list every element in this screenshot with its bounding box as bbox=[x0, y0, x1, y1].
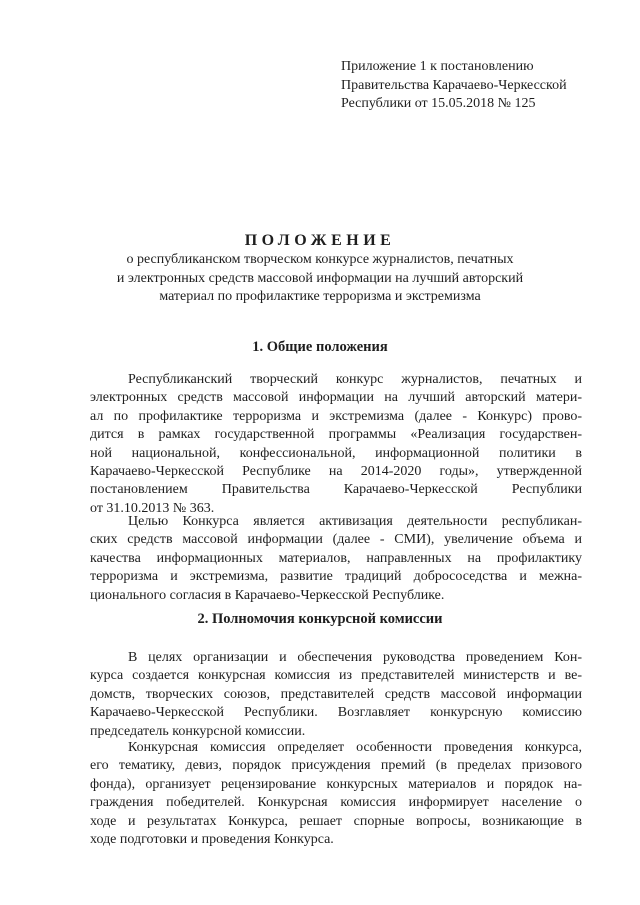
paragraph-line: ходе и результатах Конкурса, решает спорные вопросы, возникающие в bbox=[90, 813, 582, 829]
paragraph-line: терроризма и экстремизма, развитие традиций добрососедства и межна- bbox=[90, 569, 582, 585]
paragraph bbox=[90, 649, 582, 741]
paragraph-line: ной национальной, конфессиональной, информационной политики в bbox=[90, 445, 582, 461]
annex-note bbox=[341, 58, 621, 114]
document-title: ПОЛОЖЕНИЕ bbox=[244, 232, 396, 249]
paragraph-line: ских средств массовой информации (далее - СМИ), увеличение объема и bbox=[90, 532, 582, 548]
subtitle-line: и электронных средств массовой информации на лучший авторский bbox=[116, 270, 524, 286]
paragraph-line: постановлением Правительства Карачаево-Черкесской Республики bbox=[90, 482, 582, 498]
annex-line: Республики от 15.05.2018 № 125 bbox=[341, 96, 536, 111]
subtitle-line: о республиканском творческом конкурсе журналистов, печатных bbox=[126, 252, 514, 267]
paragraph-line: ходе подготовки и проведения Конкурса. bbox=[90, 831, 334, 847]
paragraph-line: Целью Конкурса является активизация деятельности республикан- bbox=[128, 514, 582, 529]
paragraph-line: В целях организации и обеспечения руководства проведением Кон- bbox=[128, 650, 582, 665]
paragraph bbox=[90, 371, 582, 518]
section-heading-general: 1. Общие положения bbox=[252, 339, 388, 355]
paragraph-line: качества информационных материалов, направленных на профилактику bbox=[90, 550, 582, 566]
paragraph-line: Карачаево-Черкесской Республике на 2014-2020 годы», утвержденной bbox=[90, 463, 582, 479]
paragraph-line: от 31.10.2013 № 363. bbox=[90, 500, 215, 516]
document-subtitle bbox=[60, 251, 580, 307]
paragraph bbox=[90, 739, 582, 849]
section-heading-commission: 2. Полномочия конкурсной комиссии bbox=[197, 611, 443, 627]
paragraph-line: ционального согласия в Карачаево-Черкесской Республике. bbox=[90, 587, 445, 603]
paragraph bbox=[90, 513, 582, 605]
subtitle-line: материал по профилактике терроризма и экстремизма bbox=[159, 289, 481, 304]
paragraph-line: домств, творческих союзов, представителей средств массовой информации bbox=[90, 686, 582, 702]
paragraph-line: Республиканский творческий конкурс журналистов, печатных и bbox=[128, 372, 582, 387]
paragraph-line: электронных средств массовой информации на лучший авторский матери- bbox=[90, 390, 582, 406]
annex-line: Приложение 1 к постановлению bbox=[341, 59, 534, 74]
paragraph-line: председатель конкурсной комиссии. bbox=[90, 723, 306, 739]
paragraph-line: курса создается конкурсная комиссия из представителей министерств и ве- bbox=[90, 668, 582, 684]
paragraph-line: дится в рамках государственной программы «Реализация государствен- bbox=[90, 427, 582, 443]
paragraph-line: Конкурсная комиссия определяет особенности проведения конкурса, bbox=[128, 740, 582, 755]
paragraph-line: фонда), организует рецензирование конкурсных материалов и порядок на- bbox=[90, 776, 582, 792]
paragraph-line: ал по профилактике терроризма и экстремизма (далее - Конкурс) прово- bbox=[90, 408, 582, 424]
paragraph-line: Карачаево-Черкесской Республики. Возглавляет конкурсную комиссию bbox=[90, 705, 582, 721]
paragraph-line: граждения победителей. Конкурсная комиссия информирует население о bbox=[90, 795, 582, 811]
annex-line: Правительства Карачаево-Черкесской bbox=[341, 77, 567, 93]
paragraph-line: его тематику, девиз, порядок присуждения премий (в пределах призового bbox=[90, 758, 582, 774]
